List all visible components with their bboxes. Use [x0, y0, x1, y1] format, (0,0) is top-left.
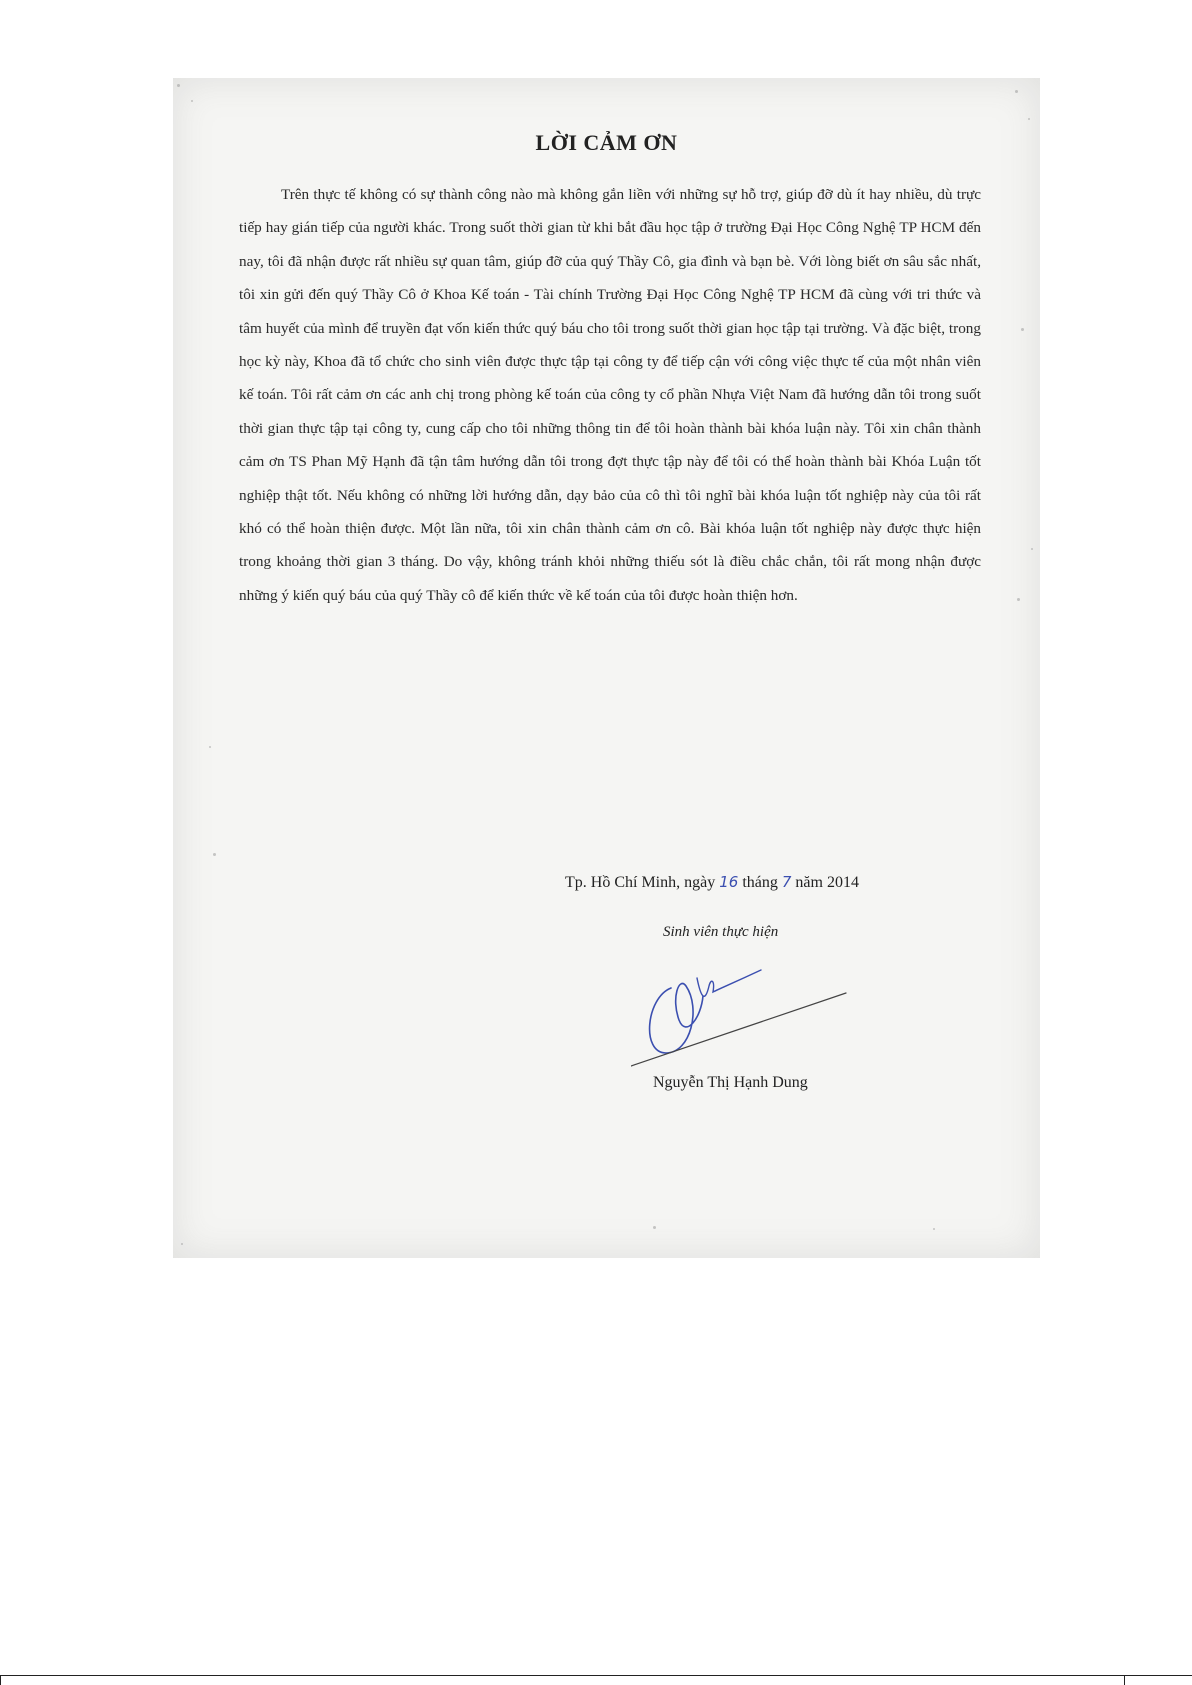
date-line: [565, 873, 859, 892]
signer-role: Sinh viên thực hiện: [663, 924, 779, 940]
scan-speckle: [1028, 118, 1030, 120]
signer-name: Nguyễn Thị Hạnh Dung: [653, 1074, 808, 1091]
page-bottom-tick: [1124, 1675, 1125, 1685]
date-year: năm 2014: [795, 874, 859, 891]
scan-speckle: [933, 1228, 935, 1230]
page-bottom-rule: [0, 1675, 1192, 1676]
scan-speckle: [213, 853, 216, 856]
signature-image: [631, 958, 851, 1068]
scan-speckle: [1031, 548, 1033, 550]
scan-speckle: [177, 84, 180, 87]
scan-speckle: [191, 100, 193, 102]
scan-speckle: [1021, 328, 1024, 331]
date-month-label: tháng: [742, 874, 778, 891]
scan-speckle: [653, 1226, 656, 1229]
scan-speckle: [1017, 598, 1020, 601]
scan-speckle: [209, 746, 211, 748]
date-prefix: Tp. Hồ Chí Minh, ngày: [565, 874, 716, 891]
handwritten-month: 7: [781, 873, 792, 891]
scan-speckle: [1015, 90, 1018, 93]
scanned-page: [173, 78, 1040, 1258]
acknowledgement-paragraph: Trên thực tế không có sự thành công nào mà không gắn liền với những sự hỗ trợ, giúp đỡ dù ít hay nhiều, dù trực tiếp hay gián tiếp của người khác. Trong suốt thời gian từ khi bắt đầu học tập ở trường Đại Học Công Nghệ TP HCM đến nay, tôi đã nhận được rất nhiều sự quan tâm, giúp đỡ của quý Thầy Cô, gia đình và bạn bè. Với lòng biết ơn sâu sắc nhất, tôi xin gửi đến quý Thầy Cô ở Khoa Kế toán - Tài chính Trường Đại Học Công Nghệ TP HCM đã cùng với tri thức và tâm huyết của mình để truyền đạt vốn kiến thức quý báu cho tôi trong suốt thời gian học tập tại trường. Và đặc biệt, trong học kỳ này, Khoa đã tổ chức cho sinh viên được thực tập tại công ty để tiếp cận với công việc thực tế của một nhân viên kế toán. Tôi rất cảm ơn các anh chị trong phòng kế toán của công ty cổ phần Nhựa Việt Nam đã hướng dẫn tôi trong suốt thời gian thực tập tại công ty, cung cấp cho tôi những thông tin để tôi hoàn thành bài khóa luận này. Tôi xin chân thành cảm ơn TS Phan Mỹ Hạnh đã tận tâm hướng dẫn tôi trong đợt thực tập này để tôi có thể hoàn thành bài Khóa Luận tốt nghiệp thật tốt. Nếu không có những lời hướng dẫn, dạy bảo của cô thì tôi nghĩ bài khóa luận tốt nghiệp này của tôi rất khó có thể hoàn thiện được. Một lần nữa, tôi xin chân thành cảm ơn cô. Bài khóa luận tốt nghiệp này được thực hiện trong khoảng thời gian 3 tháng. Do vậy, không tránh khỏi những thiếu sót là điều chắc chắn, tôi rất mong nhận được những ý kiến quý báu của quý Thầy cô để kiến thức về kế toán của tôi được hoàn thiện hơn.: [239, 186, 981, 604]
page-bottom-tick: [0, 1675, 1, 1685]
scan-speckle: [181, 1243, 183, 1245]
page-title: LỜI CẢM ƠN: [535, 130, 678, 155]
handwritten-day: 16: [719, 873, 739, 891]
